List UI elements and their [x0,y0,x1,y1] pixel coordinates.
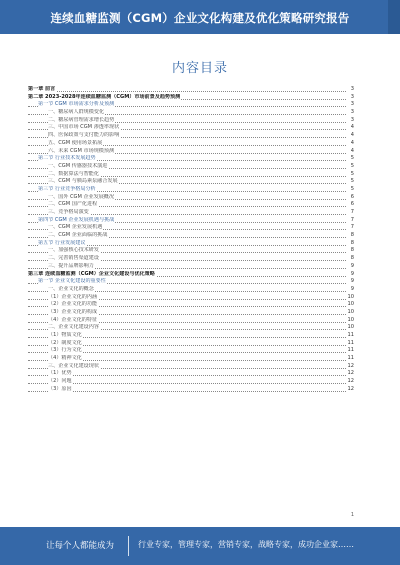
toc-entry-label: （3）企业文化的构成 [48,308,98,315]
toc-entry-label: 一、企业文化的概念 [48,285,94,292]
toc-entry-label: 一、国外 CGM 企业发展概况 [48,193,115,200]
toc-entry[interactable] [28,286,354,294]
toc-entry[interactable] [28,347,354,355]
toc-entry[interactable] [28,194,354,202]
toc-entry-label: 第四节 CGM 企业发展机遇与挑战 [38,216,115,223]
toc-entry-page: 11 [347,355,354,362]
dot-leader [28,391,346,392]
toc-entry-label: 一、加强核心技术研发 [48,247,99,254]
toc-entry-label: 第三节 行业竞争格局分析 [38,185,96,192]
footer-bar [0,527,400,565]
toc-entry[interactable] [28,278,354,286]
toc-entry[interactable] [28,171,354,179]
toc-entry-page: 5 [350,162,354,169]
toc-entry[interactable] [28,109,354,117]
toc-entry-page: 5 [350,155,354,162]
toc-entry-page: 12 [347,370,354,377]
toc-entry[interactable] [28,378,354,386]
toc-entry[interactable] [28,163,354,171]
toc-entry-label: 三、提升品牌影响力 [48,262,94,269]
toc-entry-label: （1）物质文化 [48,332,82,338]
toc-entry[interactable] [28,140,354,148]
toc-entry[interactable] [28,340,354,348]
toc-entry[interactable] [28,324,354,332]
toc-entry-label: 五、CGM 使用场景拓展 [48,139,103,146]
toc-entry[interactable] [28,332,354,340]
toc-entry-page: 11 [347,339,354,346]
toc-entry-page: 4 [350,139,354,146]
toc-entry[interactable] [28,86,354,94]
toc-entry-label: 二、CGM 国产化进程 [48,201,98,208]
toc-entry[interactable] [28,309,354,317]
toc-entry-label: 第五节 行业发展建议 [38,239,86,246]
toc-entry-label: 三、中国市场 CGM 渗透率现状 [48,124,120,131]
toc-entry-page: 8 [350,232,354,239]
toc-entry-label: 三、竞争格局演变 [48,209,89,215]
toc-entry-label: 一、CGM 传感器技术演进 [48,162,108,169]
toc-entry-label: （2）企业文化的功能 [48,301,98,308]
toc-entry-label: 六、未来 CGM 市场规模预测 [48,147,115,154]
toc-entry[interactable] [28,178,354,186]
toc-entry-label: 四、医保政策与支付能力的影响 [48,132,120,139]
toc-entry-label: 第二章 2023-2028年连续血糖监测（CGM）市场前景及趋势预测 [28,93,181,100]
toc-entry-label: 二、完善销售渠道建设 [48,255,99,262]
toc-entry-page: 4 [350,147,354,154]
toc-entry-page: 12 [347,385,354,392]
toc-entry-page: 5 [350,178,354,185]
toc-entry-page: 4 [350,132,354,139]
toc-entry-page: 11 [347,347,354,354]
toc-entry-label: 第一节 CGM 市场需求分析及预测 [38,101,115,108]
toc-entry-label: 二、企业文化建设内容 [48,324,99,331]
footer-slogan-left: 让每个人都能成为 [46,541,115,551]
toc-entry-page: 3 [350,101,354,108]
toc-entry[interactable] [28,155,354,163]
toc-entry-page: 3 [350,93,354,100]
toc-entry[interactable] [28,263,354,271]
toc-entry[interactable] [28,132,354,140]
toc-entry[interactable] [28,317,354,325]
toc-entry-label: （4）企业文化的特征 [48,316,98,323]
toc-entry-page: 12 [347,378,354,385]
toc-entry-page: 4 [350,124,354,131]
toc-entry-page: 12 [347,362,354,369]
toc-entry[interactable] [28,247,354,255]
toc-entry[interactable] [28,232,354,240]
toc-heading: 内容目录 [171,61,228,76]
toc-entry[interactable] [28,386,354,394]
toc-entry[interactable] [28,209,354,217]
toc-entry-page: 8 [350,255,354,262]
page-number: 1 [350,512,354,518]
toc-entry-label: 第一节 企业文化建设的重要性 [38,278,106,285]
toc-entry[interactable] [28,101,354,109]
toc-entry-page: 7 [350,216,354,223]
toc-entry-label: 一、CGM 企业发展机遇 [48,224,103,231]
footer-divider [128,536,129,556]
toc-entry-page: 7 [350,209,354,215]
toc-entry[interactable] [28,240,354,248]
toc-entry-label: 二、糖尿病管理需求增长趋势 [48,116,115,123]
toc-entry[interactable] [28,301,354,309]
toc-entry-label: （3）行为文化 [48,347,82,354]
toc-entry-label: （3）原因 [48,385,72,392]
toc-entry-page: 5 [350,185,354,192]
toc-entry-label: （4）精神文化 [48,355,82,362]
dot-leader [28,383,346,384]
toc-entry[interactable] [28,271,354,279]
toc-entry[interactable] [28,370,354,378]
toc-entry[interactable] [28,224,354,232]
toc-entry-page: 8 [350,247,354,254]
toc-entry-label: 第一章 前言 [28,86,56,92]
header-corner-accent [388,0,400,34]
toc-entry-label: （1）企业文化的内涵 [48,293,98,300]
toc-entry-label: 二、数据算法与智能化 [48,170,99,177]
toc-entry-label: 三、企业文化建设现状 [48,362,99,369]
toc-entry-label: 第二节 行业技术发展趋势 [38,155,96,162]
toc-entry-label: 三、CGM 与胰岛素泵融合发展 [48,178,118,185]
toc-entry-page: 9 [350,262,354,269]
toc-entry[interactable] [28,294,354,302]
toc-entry-page: 11 [347,332,354,338]
toc-entry-page: 3 [350,116,354,123]
toc-entry-page: 3 [350,109,354,116]
toc-entry-label: 二、CGM 企业面临的挑战 [48,232,108,239]
toc-entry[interactable] [28,255,354,263]
toc-entry-page: 6 [350,201,354,208]
toc-entry-page: 9 [350,270,354,277]
toc-entry-label: 一、糖尿病人群规模变化 [48,109,105,116]
toc-entry-page: 6 [350,193,354,200]
toc-entry-page: 10 [347,301,354,308]
toc-entry-page: 10 [347,324,354,331]
toc-entry-page: 3 [350,86,354,92]
toc-entry[interactable] [28,117,354,125]
toc-entry-page: 7 [350,224,354,231]
toc-entry[interactable] [28,148,354,156]
dot-leader [28,375,346,376]
footer-slogan-right: 行业专家，管理专家，营销专家，战略专家，成功企业家…… [138,540,354,549]
report-title: 连续血糖监测（CGM）企业文化构建及优化策略研究报告 [50,11,350,25]
dot-leader [28,91,346,92]
toc-entry[interactable] [28,124,354,132]
toc-entry-label: （2）问题 [48,378,72,385]
toc-entry-label: （2）制度文化 [48,339,82,346]
toc-entry[interactable] [28,363,354,371]
toc-entry[interactable] [28,94,354,102]
table-of-contents [28,86,354,394]
toc-entry-page: 10 [347,293,354,300]
toc-entry[interactable] [28,217,354,225]
header-bar [0,0,400,34]
toc-entry-page: 10 [347,308,354,315]
toc-entry[interactable] [28,201,354,209]
toc-entry-page: 5 [350,170,354,177]
toc-entry[interactable] [28,186,354,194]
toc-entry-page: 9 [350,278,354,285]
toc-entry-page: 8 [350,239,354,246]
toc-entry-page: 10 [347,316,354,323]
toc-entry-label: （1）优势 [48,370,72,377]
toc-entry-label: 第三章 连续血糖监测（CGM）企业文化建设与优化策略 [28,270,155,277]
toc-entry-page: 9 [350,285,354,292]
toc-entry[interactable] [28,355,354,363]
